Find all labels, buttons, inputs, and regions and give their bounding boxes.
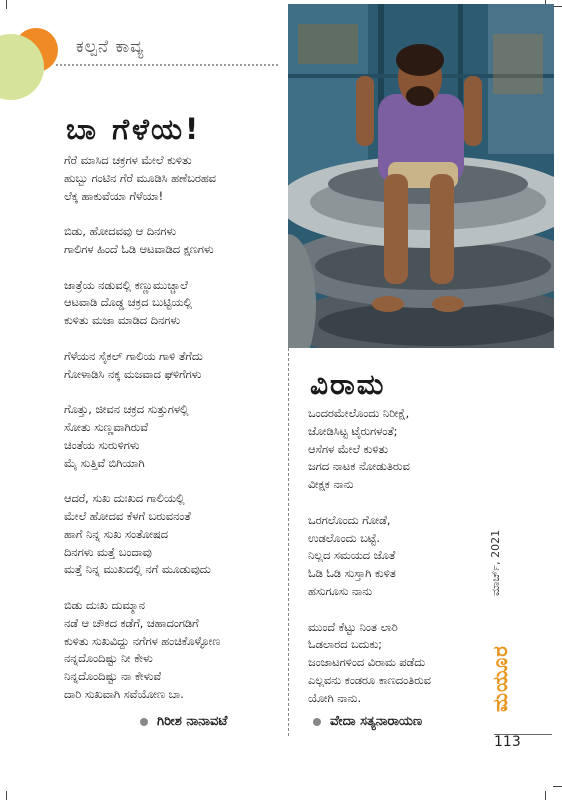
crop-mark: [6, 0, 7, 9]
photo-illustration: [288, 4, 554, 348]
bullet-icon: [313, 718, 321, 726]
author-name-right: ವೇದಾ ಸತ್ಯನಾರಾಯಣ: [330, 714, 423, 729]
author-name-left: ಗಿರೀಶ ನಾನಾವಟೆ: [157, 714, 228, 729]
poem-body-left: ಗೆರೆ ಮಾಸಿದ ಚಕ್ರಗಳ ಮೇಲೆ ಕುಳಿತು ಹುಬ್ಬು ಗಂಟಿನ ಗೆರೆ ಮೂಡಿಸಿ ಹಣೆಬರಹವ ಲೆಕ್ಕ ಹಾಕುವೆಯಾ ಗೆಳೆಯಾ! ಬಿಡು, ಹೋದವವು ಆ ದಿನಗಳು ಗಾಲಿಗಳ ಹಿಂದೆ ಓಡಿ ಆಟವಾಡಿದ ಕ್ಷಣಗಳು ಜಾತ್ರೆಯ ನಡುವಲ್ಲಿ ಕಣ್ಣುಮುಚ್ಚಾಲೆ ಆಟವಾಡಿ ದೊಡ್ಡ ಚಕ್ರದ ಬುಟ್ಟಿಯಲ್ಲಿ ಕುಳಿತು ಮಜಾ ಮಾಡಿದ ದಿನಗಳು ಗೆಳೆಯನ ಸೈಕಲ್ ಗಾಲಿಯ ಗಾಳಿ ತೆಗೆದು ಗೋಳಾಡಿಸಿ ನಕ್ಕ ಮಜವಾದ ಘಳಿಗೆಗಳು ಗೊತ್ತು, ಜೀವನ ಚಕ್ರದ ಸುತ್ತುಗಳಲ್ಲಿ ಸೋತು ಸುಣ್ಣವಾಗಿರುವೆ ಚಿಂತೆಯ ಸುರುಳಿಗಳು ಮೈ ಸುತ್ತಿವೆ ಬಿಗಿಯಾಗಿ ಆದರೆ, ಸುಖ ದುಃಖದ ಗಾಲಿಯಲ್ಲಿ ಮೇಲೆ ಹೋದವ ಕೆಳಗೆ ಬರುವನಂತೆ ಹಾಗೆ ನಿನ್ನ ಸುಖ ಸಂತೋಷದ ದಿನಗಳು ಮತ್ತೆ ಬಂದಾವು ಮತ್ತೆ ನಿನ್ನ ಮುಖದಲ್ಲಿ ನಗೆ ಮೂಡುವುದು ಬಿಡು ದುಃಖ ದುಮ್ಮಾನ ನಡೆ ಆ ಚೌಕದ ಕಡೆಗೆ, ಚಹಾದಂಗಡಿಗೆ ಕುಳಿತು ಸುಖವಿದ್ದು ನಗೆಗಳ ಹಂಚಿಕೊಳ್ಳೋಣ ನನ್ನದೊಂದಿಷ್ಟು ನೀ ಕೇಳು ನಿನ್ನದೊಂದಿಷ್ಟು ನಾ ಕೇಳುವೆ ದಾರಿ ಸುಖವಾಗಿ ಸವೆಯೋಣ ಬಾ.: [64, 154, 221, 701]
poem-title-right: ವಿರಾಮ: [310, 368, 386, 401]
issue-date: ಮಾರ್ಚ್, 2021: [489, 529, 502, 596]
author-right: [313, 714, 422, 729]
crop-mark: [553, 786, 562, 787]
poem-body-right: ಒಂದರಮೇಲೊಂದು ನಿರೀಕ್ಷೆ, ಜೋಡಿಸಿಟ್ಟ ಟೈರುಗಳಂತೆ; ಆಸೆಗಳ ಮೇಲೆ ಕುಳಿತು ಜಗದ ನಾಟಕ ನೋಡುತಿರುವ ವೀಕ್ಷಕ ನಾನು ಒರಗಲೊಂದು ಗೋಡೆ, ಉಡಲೊಂದು ಬಟ್ಟೆ. ನಿಲ್ಲದ ಸಮಯದ ಜೊತೆ ಓಡಿ ಓಡಿ ಸುಸ್ತಾಗಿ ಕುಳಿತ ಹಸುಗೂಸು ನಾನು ಮುಂದೆ ಕೆಟ್ಟು ನಿಂತ ಲಾರಿ ಓಡಲಾರದ ಬದುಕು; ಜಂಜಾಟಗಳಿಂದ ವಿರಾಮ ಪಡೆದು ಎಲ್ಲವನು ಕಂಡರೂ ಕಾಣದಂತಿರುವ ಯೋಗಿ ನಾನು.: [308, 407, 431, 705]
page-number: 113: [494, 734, 521, 750]
section-label: ಕಲ್ಪನೆ ಕಾವ್ಯ: [76, 37, 145, 57]
author-left: [140, 714, 227, 729]
bullet-icon: [140, 718, 148, 726]
column-divider: [288, 348, 289, 736]
crop-mark: [6, 791, 7, 800]
dotted-divider: [56, 64, 278, 66]
poem-title-left: ಬಾ ಗೆಳೆಯ!: [66, 112, 202, 146]
crop-mark: [545, 791, 546, 800]
magazine-name: ಮಯೂರ: [488, 645, 512, 712]
crop-mark: [553, 6, 562, 7]
photo-man-on-tyres: [288, 4, 554, 348]
